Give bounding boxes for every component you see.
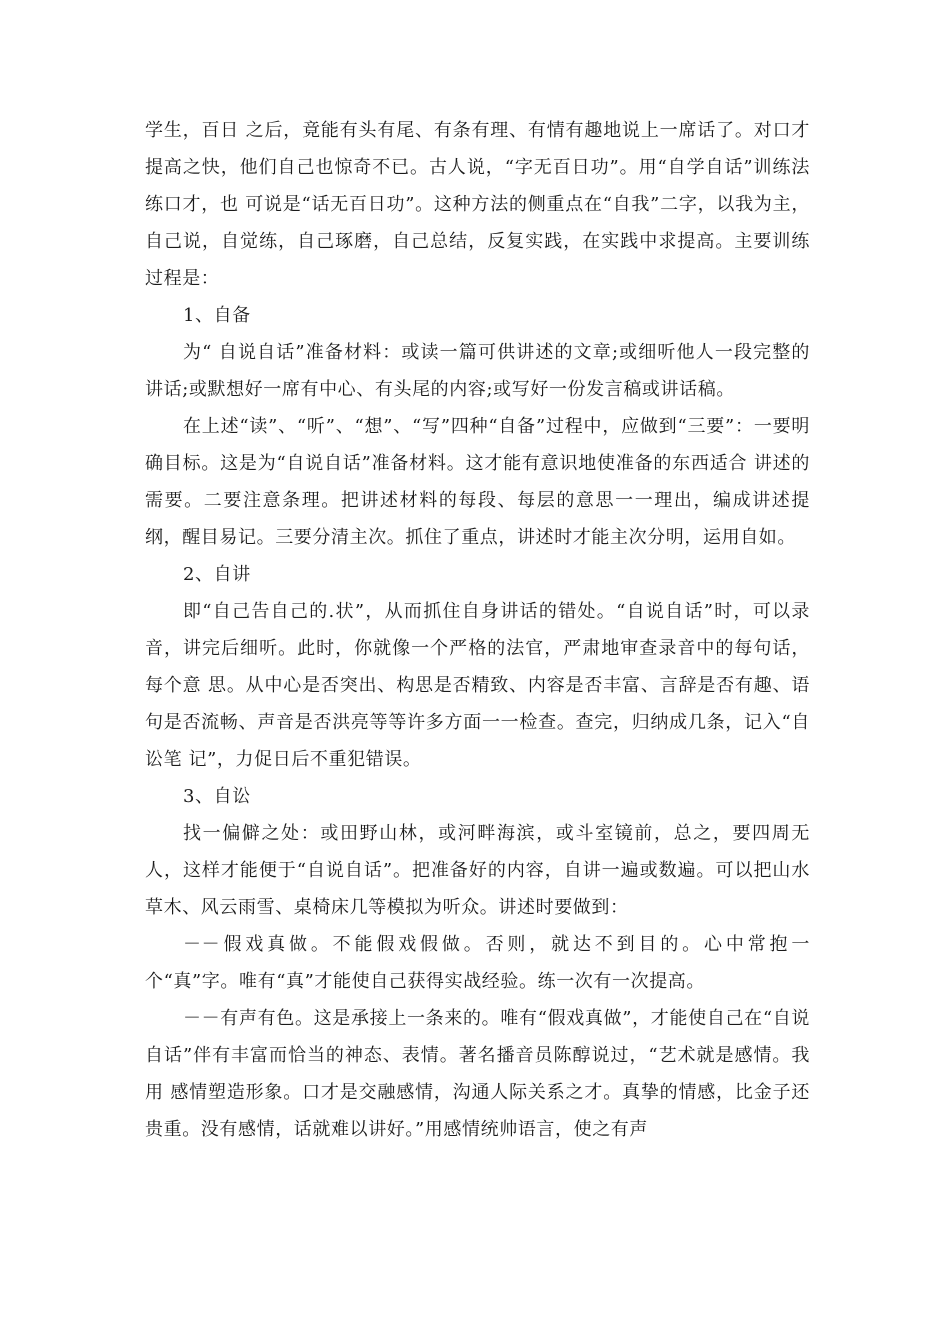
section-heading-self-prepare: 1、自备 (183, 305, 251, 326)
paragraph-expressive: －－有声有色。这是承接上一条来的。唯有“假戏真做”，才能使自己在“自说自话”伴有丰富而恰当的神态、表情。著名播音员陈醇说过，“艺术就是感情。我用 感情塑造形象。口才是交融感情，沟通人际关系之才。真挚的情感，比金子还贵重。没有感情，话就难以讲好。”用感情统帅语言，使之有声 (145, 1008, 810, 1140)
paragraph-find-place: 找一偏僻之处：或田野山林，或河畔海滨，或斗室镜前，总之，要四周无人，这样才能便于“自说自话”。把准备好的内容，自讲一遍或数遍。可以把山水草木、风云雨雪、桌椅床几等模拟为听众。讲述时要做到： (145, 823, 810, 918)
paragraph-intro: 学生，百日 之后，竟能有头有尾、有条有理、有情有趣地说上一席话了。对口才提高之快，他们自己也惊奇不已。古人说，“字无百日功”。用“自学自话”训练法练口才，也 可说是“话无百日功”。这种方法的侧重点在“自我”二字，以我为主，自己说，自觉练，自己琢磨，自己总结，反复实践，在实践中求提高。主要训练过程是： (145, 120, 810, 289)
paragraph-prepare-materials: 为“ 自说自话”准备材料：或读一篇可供讲述的文章;或细听他人一段完整的讲话;或默想好一席有中心、有头尾的内容;或写好一份发言稿或讲话稿。 (145, 342, 810, 400)
paragraph-three-requirements: 在上述“读”、“听”、“想”、“写”四种“自备”过程中，应做到“三要”：一要明确目标。这是为“自说自话”准备材料。这才能有意识地使准备的东西适合 讲述的需要。二要注意条理。把讲述材料的每段、每层的意思一一理出，编成讲述提纲，醒目易记。三要分清主次。抓住了重点，讲述时才能主次分明，运用自如。 (145, 416, 810, 548)
document-body (145, 112, 810, 1148)
paragraph-act-real: －－假戏真做。不能假戏假做。否则，就达不到目的。心中常抱一个“真”字。唯有“真”才能使自己获得实战经验。练一次有一次提高。 (145, 934, 810, 992)
section-heading-self-critique: 3、自讼 (183, 786, 251, 807)
paragraph-self-review: 即“自己告自己的.状”，从而抓住自身讲话的错处。“自说自话”时，可以录音，讲完后细听。此时，你就像一个严格的法官，严肃地审查录音中的每句话，每个意 思。从中心是否突出、构思是否精致、内容是否丰富、言辞是否有趣、语句是否流畅、声音是否洪亮等等许多方面一一检查。查完，归纳成几条，记入“自讼笔 记”，力促日后不重犯错误。 (145, 601, 810, 770)
section-heading-self-speak: 2、自讲 (183, 564, 251, 585)
